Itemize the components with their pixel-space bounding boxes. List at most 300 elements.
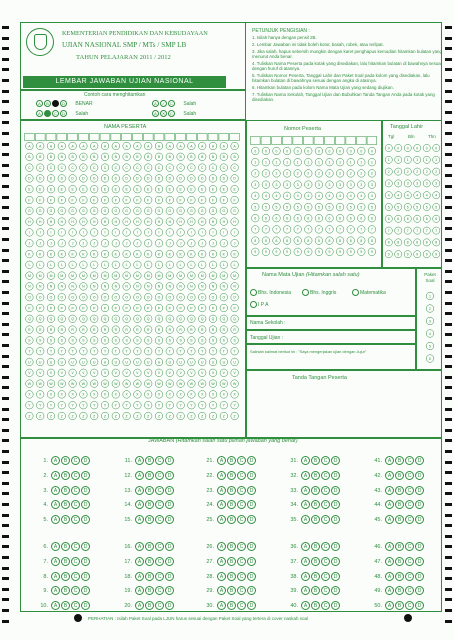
answer-bubble[interactable]: D <box>165 456 174 465</box>
answer-bubble[interactable]: C <box>237 515 246 524</box>
answer-bubble[interactable]: C <box>405 456 414 465</box>
bubble-letter: L <box>39 263 42 268</box>
answer-bubble[interactable]: D <box>415 515 424 524</box>
number-digit-box[interactable] <box>251 137 261 145</box>
answer-bubble[interactable]: C <box>405 486 414 495</box>
answer-bubble[interactable]: B <box>227 456 236 465</box>
answer-bubble[interactable]: C <box>321 572 330 581</box>
answer-bubble[interactable]: A <box>385 500 394 509</box>
answer-bubble[interactable]: B <box>395 515 404 524</box>
answer-bubble[interactable]: C <box>405 542 414 551</box>
answer-bubble[interactable]: D <box>81 557 90 566</box>
answer-bubble[interactable]: D <box>81 515 90 524</box>
answer-bubble[interactable]: A <box>51 586 60 595</box>
number-digit-box[interactable] <box>325 137 335 145</box>
answer-bubble[interactable]: C <box>237 601 246 610</box>
answer-bubble[interactable]: B <box>145 601 154 610</box>
answer-bubble[interactable]: B <box>61 486 70 495</box>
answer-bubble[interactable]: C <box>71 572 80 581</box>
bubble-letter: B <box>168 155 171 160</box>
answer-bubble[interactable]: B <box>395 456 404 465</box>
answer-bubble[interactable]: A <box>135 486 144 495</box>
bubble-letter: X <box>201 392 204 397</box>
answer-bubble[interactable]: C <box>237 500 246 509</box>
answer-bubble[interactable]: D <box>247 572 256 581</box>
answer-number: 27. <box>206 558 214 565</box>
answer-bubble[interactable]: C <box>237 456 246 465</box>
answer-bubble[interactable]: B <box>61 456 70 465</box>
answer-bubble[interactable]: C <box>321 557 330 566</box>
answer-bubble[interactable]: B <box>227 601 236 610</box>
answer-bubble[interactable]: D <box>331 500 340 509</box>
answer-bubble[interactable]: C <box>321 542 330 551</box>
bubble-letter: J <box>50 241 52 246</box>
answer-bubble[interactable]: C <box>237 557 246 566</box>
timing-mark <box>2 397 9 400</box>
answer-bubble[interactable]: D <box>247 471 256 480</box>
name-letter-box[interactable] <box>25 134 35 141</box>
answer-bubble[interactable]: C <box>71 500 80 509</box>
answer-bubble[interactable]: D <box>331 515 340 524</box>
bubble-letter: B <box>201 155 204 160</box>
answer-bubble[interactable]: D <box>165 572 174 581</box>
bubble-letter: 1 <box>429 294 431 299</box>
name-letter-box[interactable] <box>219 134 229 141</box>
answer-bubble[interactable]: B <box>395 572 404 581</box>
answer-bubble[interactable]: C <box>321 471 330 480</box>
answer-bubble[interactable]: D <box>331 601 340 610</box>
example-wrong-label: Salah <box>183 100 197 107</box>
answer-bubble[interactable]: A <box>385 572 394 581</box>
answer-bubble[interactable]: C <box>71 586 80 595</box>
answer-bubble[interactable]: D <box>81 500 90 509</box>
answer-bubble[interactable]: B <box>395 557 404 566</box>
answer-bubble[interactable]: A <box>385 542 394 551</box>
answer-bubble[interactable]: A <box>301 572 310 581</box>
answer-bubble[interactable]: C <box>405 601 414 610</box>
answer-bubble[interactable]: C <box>155 500 164 509</box>
answer-bubble[interactable]: B <box>61 586 70 595</box>
example-bubble: A <box>36 100 43 107</box>
answer-bubble[interactable]: A <box>217 486 226 495</box>
answer-bubble[interactable]: A <box>385 486 394 495</box>
bubble-letter: 7 <box>425 228 428 233</box>
answer-bubble[interactable]: C <box>321 486 330 495</box>
bubble-letter: L <box>179 263 182 268</box>
number-digit-box[interactable] <box>335 137 345 145</box>
answer-bubble[interactable]: B <box>61 500 70 509</box>
answer-bubble[interactable]: B <box>145 557 154 566</box>
answer-bubble[interactable]: A <box>51 557 60 566</box>
answer-bubble[interactable]: A <box>385 471 394 480</box>
subject-bubble[interactable] <box>302 289 309 296</box>
answer-bubble[interactable]: D <box>165 542 174 551</box>
answer-bubble[interactable]: C <box>155 557 164 566</box>
number-digit-box[interactable] <box>272 137 282 145</box>
subject-bubble[interactable] <box>250 301 257 308</box>
answer-bubble[interactable]: D <box>247 500 256 509</box>
answer-bubble[interactable]: C <box>321 456 330 465</box>
answer-bubble[interactable]: D <box>247 542 256 551</box>
answer-bubble[interactable]: A <box>51 515 60 524</box>
answer-bubble[interactable]: D <box>247 486 256 495</box>
bubble-letter: I <box>93 230 95 235</box>
answer-bubble[interactable]: B <box>311 515 320 524</box>
example-bubble: C <box>168 110 175 117</box>
answer-bubble[interactable]: A <box>301 557 310 566</box>
answer-bubble[interactable]: D <box>415 471 424 480</box>
answer-bubble[interactable]: D <box>165 515 174 524</box>
answer-bubble[interactable]: A <box>217 586 226 595</box>
bubble-letter: 9 <box>307 250 310 255</box>
answer-bubble[interactable]: A <box>385 456 394 465</box>
answer-bubble[interactable]: C <box>321 515 330 524</box>
answer-row <box>368 572 425 581</box>
name-letter-box[interactable] <box>197 134 207 141</box>
number-digit-box[interactable] <box>314 137 324 145</box>
name-letter-box[interactable] <box>230 134 240 141</box>
answer-bubble[interactable]: C <box>155 572 164 581</box>
bubble-letter: P <box>147 306 150 311</box>
answer-bubble[interactable]: D <box>331 456 340 465</box>
answer-bubble[interactable]: D <box>331 486 340 495</box>
answer-bubble[interactable]: D <box>165 471 174 480</box>
answer-number: 41. <box>374 457 382 464</box>
bubble-letter: H <box>28 219 31 224</box>
timing-mark <box>445 100 452 103</box>
name-letter-box[interactable] <box>79 134 89 141</box>
answer-bubble[interactable]: C <box>405 572 414 581</box>
bubble-letter: 7 <box>286 227 289 232</box>
answer-bubble[interactable]: B <box>311 572 320 581</box>
answer-bubble[interactable]: A <box>51 500 60 509</box>
answer-row <box>34 456 91 465</box>
bubble-letter: A <box>168 144 171 149</box>
answer-bubble[interactable]: D <box>247 601 256 610</box>
answer-bubble[interactable]: B <box>145 572 154 581</box>
answer-bubble[interactable]: C <box>155 471 164 480</box>
number-digit-box[interactable] <box>357 137 367 145</box>
answer-bubble[interactable]: A <box>301 542 310 551</box>
answer-bubble[interactable]: D <box>165 557 174 566</box>
name-letter-box[interactable] <box>208 134 218 141</box>
answer-bubble[interactable]: A <box>217 500 226 509</box>
answer-bubble[interactable]: D <box>415 456 424 465</box>
answer-bubble[interactable]: A <box>135 515 144 524</box>
answer-bubble[interactable]: B <box>395 486 404 495</box>
answer-bubble[interactable]: A <box>385 586 394 595</box>
number-digit-box[interactable] <box>261 137 271 145</box>
answer-bubble[interactable]: A <box>135 471 144 480</box>
answer-bubble[interactable]: C <box>237 486 246 495</box>
number-digit-box[interactable] <box>346 137 356 145</box>
bubble-letter: 1 <box>397 158 400 163</box>
answer-bubble[interactable]: A <box>301 500 310 509</box>
answer-bubble[interactable]: A <box>51 486 60 495</box>
bubble-letter: V <box>82 371 85 376</box>
answer-bubble[interactable]: B <box>61 471 70 480</box>
answer-bubble[interactable]: A <box>385 601 394 610</box>
answer-bubble[interactable]: B <box>61 557 70 566</box>
answer-bubble[interactable]: D <box>415 542 424 551</box>
answer-bubble[interactable]: A <box>135 542 144 551</box>
answer-bubble[interactable]: C <box>71 486 80 495</box>
answer-bubble[interactable]: C <box>71 601 80 610</box>
answer-bubble[interactable]: D <box>415 601 424 610</box>
answer-bubble[interactable]: A <box>301 456 310 465</box>
number-digit-box[interactable] <box>293 137 303 145</box>
answer-bubble[interactable]: C <box>237 471 246 480</box>
answer-bubble[interactable]: C <box>237 572 246 581</box>
answer-bubble[interactable]: C <box>155 515 164 524</box>
answer-bubble[interactable]: D <box>247 515 256 524</box>
answer-bubble[interactable]: B <box>61 572 70 581</box>
answer-bubble[interactable]: D <box>247 456 256 465</box>
answer-bubble[interactable]: D <box>415 500 424 509</box>
subject-hint: (Hitamkan salah satu) <box>306 272 360 278</box>
answer-bubble[interactable]: B <box>145 486 154 495</box>
answer-bubble[interactable]: A <box>217 601 226 610</box>
answer-bubble[interactable]: B <box>395 586 404 595</box>
answer-bubble[interactable]: C <box>71 557 80 566</box>
answer-bubble[interactable]: B <box>227 586 236 595</box>
answer-bubble[interactable]: D <box>415 572 424 581</box>
answer-bubble[interactable]: B <box>61 515 70 524</box>
answer-bubble[interactable]: B <box>311 557 320 566</box>
answer-bubble[interactable]: B <box>61 542 70 551</box>
answer-bubble[interactable]: D <box>81 486 90 495</box>
bubble-letter: E <box>136 187 139 192</box>
bubble-letter: R <box>179 327 182 332</box>
answer-bubble[interactable]: B <box>61 601 70 610</box>
bubble-letter: Z <box>179 414 182 419</box>
answer-bubble[interactable]: A <box>301 586 310 595</box>
answer-bubble[interactable]: A <box>135 557 144 566</box>
bubble-letter: V <box>222 371 225 376</box>
answer-bubble[interactable]: B <box>145 542 154 551</box>
answer-bubble[interactable]: B <box>227 542 236 551</box>
timing-mark <box>445 206 452 209</box>
answer-bubble[interactable]: C <box>237 542 246 551</box>
answer-bubble[interactable]: A <box>51 542 60 551</box>
subject-option-math[interactable] <box>352 289 386 296</box>
answer-bubble[interactable]: A <box>217 572 226 581</box>
bubble-letter: A <box>222 144 225 149</box>
subject-option-indonesia[interactable] <box>250 289 291 296</box>
answer-bubble[interactable]: B <box>311 586 320 595</box>
answer-bubble[interactable]: B <box>311 500 320 509</box>
oath-field[interactable] <box>246 344 416 370</box>
answer-bubble[interactable]: D <box>81 471 90 480</box>
answer-bubble[interactable]: C <box>155 542 164 551</box>
bubble-letter: 2 <box>286 171 289 176</box>
answer-bubble[interactable]: D <box>331 471 340 480</box>
answer-bubble[interactable]: B <box>145 500 154 509</box>
instruction-item: 6. Hitamkan bulatan pada kolom Nama Mata Ujian yang sedang diujikan. <box>252 85 394 90</box>
bubble-letter: B <box>49 155 53 160</box>
answer-bubble[interactable]: C <box>321 500 330 509</box>
answer-bubble[interactable]: D <box>247 586 256 595</box>
answer-bubble[interactable]: D <box>415 557 424 566</box>
answer-bubble[interactable]: C <box>155 456 164 465</box>
bubble-letter: N <box>28 284 31 289</box>
answer-bubble[interactable]: D <box>331 572 340 581</box>
answer-bubble[interactable]: B <box>145 471 154 480</box>
subject-bubble[interactable] <box>250 289 257 296</box>
bubble-letter: P <box>201 306 204 311</box>
answer-bubble[interactable]: C <box>155 486 164 495</box>
subject-option-science[interactable] <box>250 301 268 308</box>
subject-bubble[interactable] <box>352 289 359 296</box>
answer-bubble[interactable]: B <box>227 572 236 581</box>
answer-bubble[interactable]: C <box>71 471 80 480</box>
bubble-letter: 0 <box>349 149 352 154</box>
bubble-letter: G <box>71 209 74 214</box>
answer-bubble[interactable]: C <box>155 586 164 595</box>
answer-bubble[interactable]: B <box>395 471 404 480</box>
answer-bubble[interactable]: C <box>237 586 246 595</box>
answer-bubble[interactable]: C <box>405 515 414 524</box>
answer-bubble[interactable]: A <box>385 557 394 566</box>
answer-bubble[interactable]: B <box>227 486 236 495</box>
bubble-letter: D <box>103 176 107 181</box>
name-letter-box[interactable] <box>176 134 186 141</box>
answer-bubble[interactable]: C <box>405 557 414 566</box>
name-letter-box[interactable] <box>133 134 143 141</box>
answer-bubble[interactable]: B <box>227 500 236 509</box>
bubble-letter: I <box>180 230 182 235</box>
name-letter-box[interactable] <box>187 134 197 141</box>
name-letter-box[interactable] <box>100 134 110 141</box>
answer-bubble[interactable]: C <box>321 586 330 595</box>
bubble-letter: M <box>146 273 150 278</box>
answer-bubble[interactable]: B <box>311 601 320 610</box>
answer-bubble[interactable]: A <box>217 471 226 480</box>
answer-bubble[interactable]: B <box>227 471 236 480</box>
name-letter-box[interactable] <box>46 134 56 141</box>
answer-bubble[interactable]: D <box>81 456 90 465</box>
answer-bubble[interactable]: B <box>395 500 404 509</box>
answer-bubble[interactable]: A <box>51 456 60 465</box>
name-letter-box[interactable] <box>111 134 121 141</box>
answer-bubble[interactable]: B <box>227 515 236 524</box>
answer-bubble[interactable]: A <box>135 601 144 610</box>
answer-bubble[interactable]: D <box>165 500 174 509</box>
answer-bubble[interactable]: D <box>165 586 174 595</box>
answer-number: 14. <box>124 502 132 509</box>
answer-bubble[interactable]: A <box>217 557 226 566</box>
answer-bubble[interactable]: A <box>385 515 394 524</box>
answer-bubble[interactable]: C <box>71 456 80 465</box>
answer-bubble[interactable]: B <box>227 557 236 566</box>
answer-bubble[interactable]: D <box>81 586 90 595</box>
answer-bubble[interactable]: A <box>135 586 144 595</box>
bubble-letter: Y <box>114 403 117 408</box>
bubble-letter: 7 <box>397 228 400 233</box>
name-letter-box[interactable] <box>35 134 45 141</box>
answer-bubble[interactable]: B <box>145 586 154 595</box>
number-digit-box[interactable] <box>282 137 292 145</box>
answer-bubble[interactable]: A <box>135 572 144 581</box>
number-digit-box[interactable] <box>367 137 377 145</box>
bubble-letter: X <box>71 392 74 397</box>
answer-bubble[interactable]: A <box>301 471 310 480</box>
answer-bubble[interactable]: C <box>71 542 80 551</box>
answer-bubble[interactable]: B <box>145 456 154 465</box>
answer-bubble[interactable]: A <box>51 572 60 581</box>
name-letter-box[interactable] <box>57 134 67 141</box>
name-letter-box[interactable] <box>68 134 78 141</box>
answer-bubble[interactable]: D <box>331 586 340 595</box>
answer-bubble[interactable]: A <box>301 601 310 610</box>
answer-bubble[interactable]: D <box>331 542 340 551</box>
answer-bubble[interactable]: D <box>247 557 256 566</box>
bubble-letter: X <box>103 392 107 397</box>
answer-bubble[interactable]: A <box>301 486 310 495</box>
answer-bubble[interactable]: D <box>415 486 424 495</box>
answer-bubble[interactable]: D <box>165 601 174 610</box>
answer-bubble[interactable]: D <box>331 557 340 566</box>
bubble-letter: 4 <box>275 194 278 199</box>
answer-bubble[interactable]: D <box>81 542 90 551</box>
answer-bubble[interactable]: D <box>81 601 90 610</box>
answer-bubble[interactable]: C <box>405 500 414 509</box>
bubble-letter: 0 <box>286 149 289 154</box>
name-letter-box[interactable] <box>154 134 164 141</box>
answer-bubble[interactable]: A <box>301 515 310 524</box>
answer-bubble[interactable]: B <box>395 601 404 610</box>
number-digit-box[interactable] <box>304 137 314 145</box>
answer-bubble[interactable]: D <box>81 572 90 581</box>
answer-bubble[interactable]: D <box>165 486 174 495</box>
timing-mark <box>445 153 452 156</box>
name-letter-box[interactable] <box>143 134 153 141</box>
answer-bubble[interactable]: D <box>415 586 424 595</box>
answer-bubble[interactable]: B <box>311 456 320 465</box>
answer-bubble[interactable]: C <box>155 601 164 610</box>
subject-option-english[interactable] <box>302 289 336 296</box>
bubble-letter: U <box>125 360 128 365</box>
answer-bubble[interactable]: B <box>311 542 320 551</box>
answer-bubble[interactable]: C <box>321 601 330 610</box>
name-letter-box[interactable] <box>89 134 99 141</box>
answer-bubble[interactable]: B <box>395 542 404 551</box>
bubble-letter: Q <box>200 317 204 322</box>
timing-mark <box>445 238 452 241</box>
answer-bubble[interactable]: C <box>71 515 80 524</box>
bubble-letter: F <box>233 198 236 203</box>
name-letter-box[interactable] <box>165 134 175 141</box>
bubble-letter: K <box>168 252 171 257</box>
name-letter-box[interactable] <box>122 134 132 141</box>
answer-bubble[interactable]: A <box>51 601 60 610</box>
sheet-title-banner: LEMBAR JAWABAN UJIAN NASIONAL <box>23 76 226 88</box>
answer-bubble[interactable]: B <box>145 515 154 524</box>
answer-bubble[interactable]: A <box>135 500 144 509</box>
answer-bubble[interactable]: A <box>217 542 226 551</box>
answer-bubble[interactable]: C <box>405 586 414 595</box>
answer-bubble[interactable]: A <box>217 515 226 524</box>
answer-bubble[interactable]: B <box>311 486 320 495</box>
answer-bubble[interactable]: B <box>311 471 320 480</box>
answer-bubble[interactable]: A <box>135 456 144 465</box>
answer-number: 22. <box>206 472 214 479</box>
bubble-letter: N <box>211 284 215 289</box>
answer-bubble[interactable]: C <box>405 471 414 480</box>
bubble-letter: 0 <box>317 149 320 154</box>
answer-bubble[interactable]: A <box>217 456 226 465</box>
answer-bubble[interactable]: A <box>51 471 60 480</box>
